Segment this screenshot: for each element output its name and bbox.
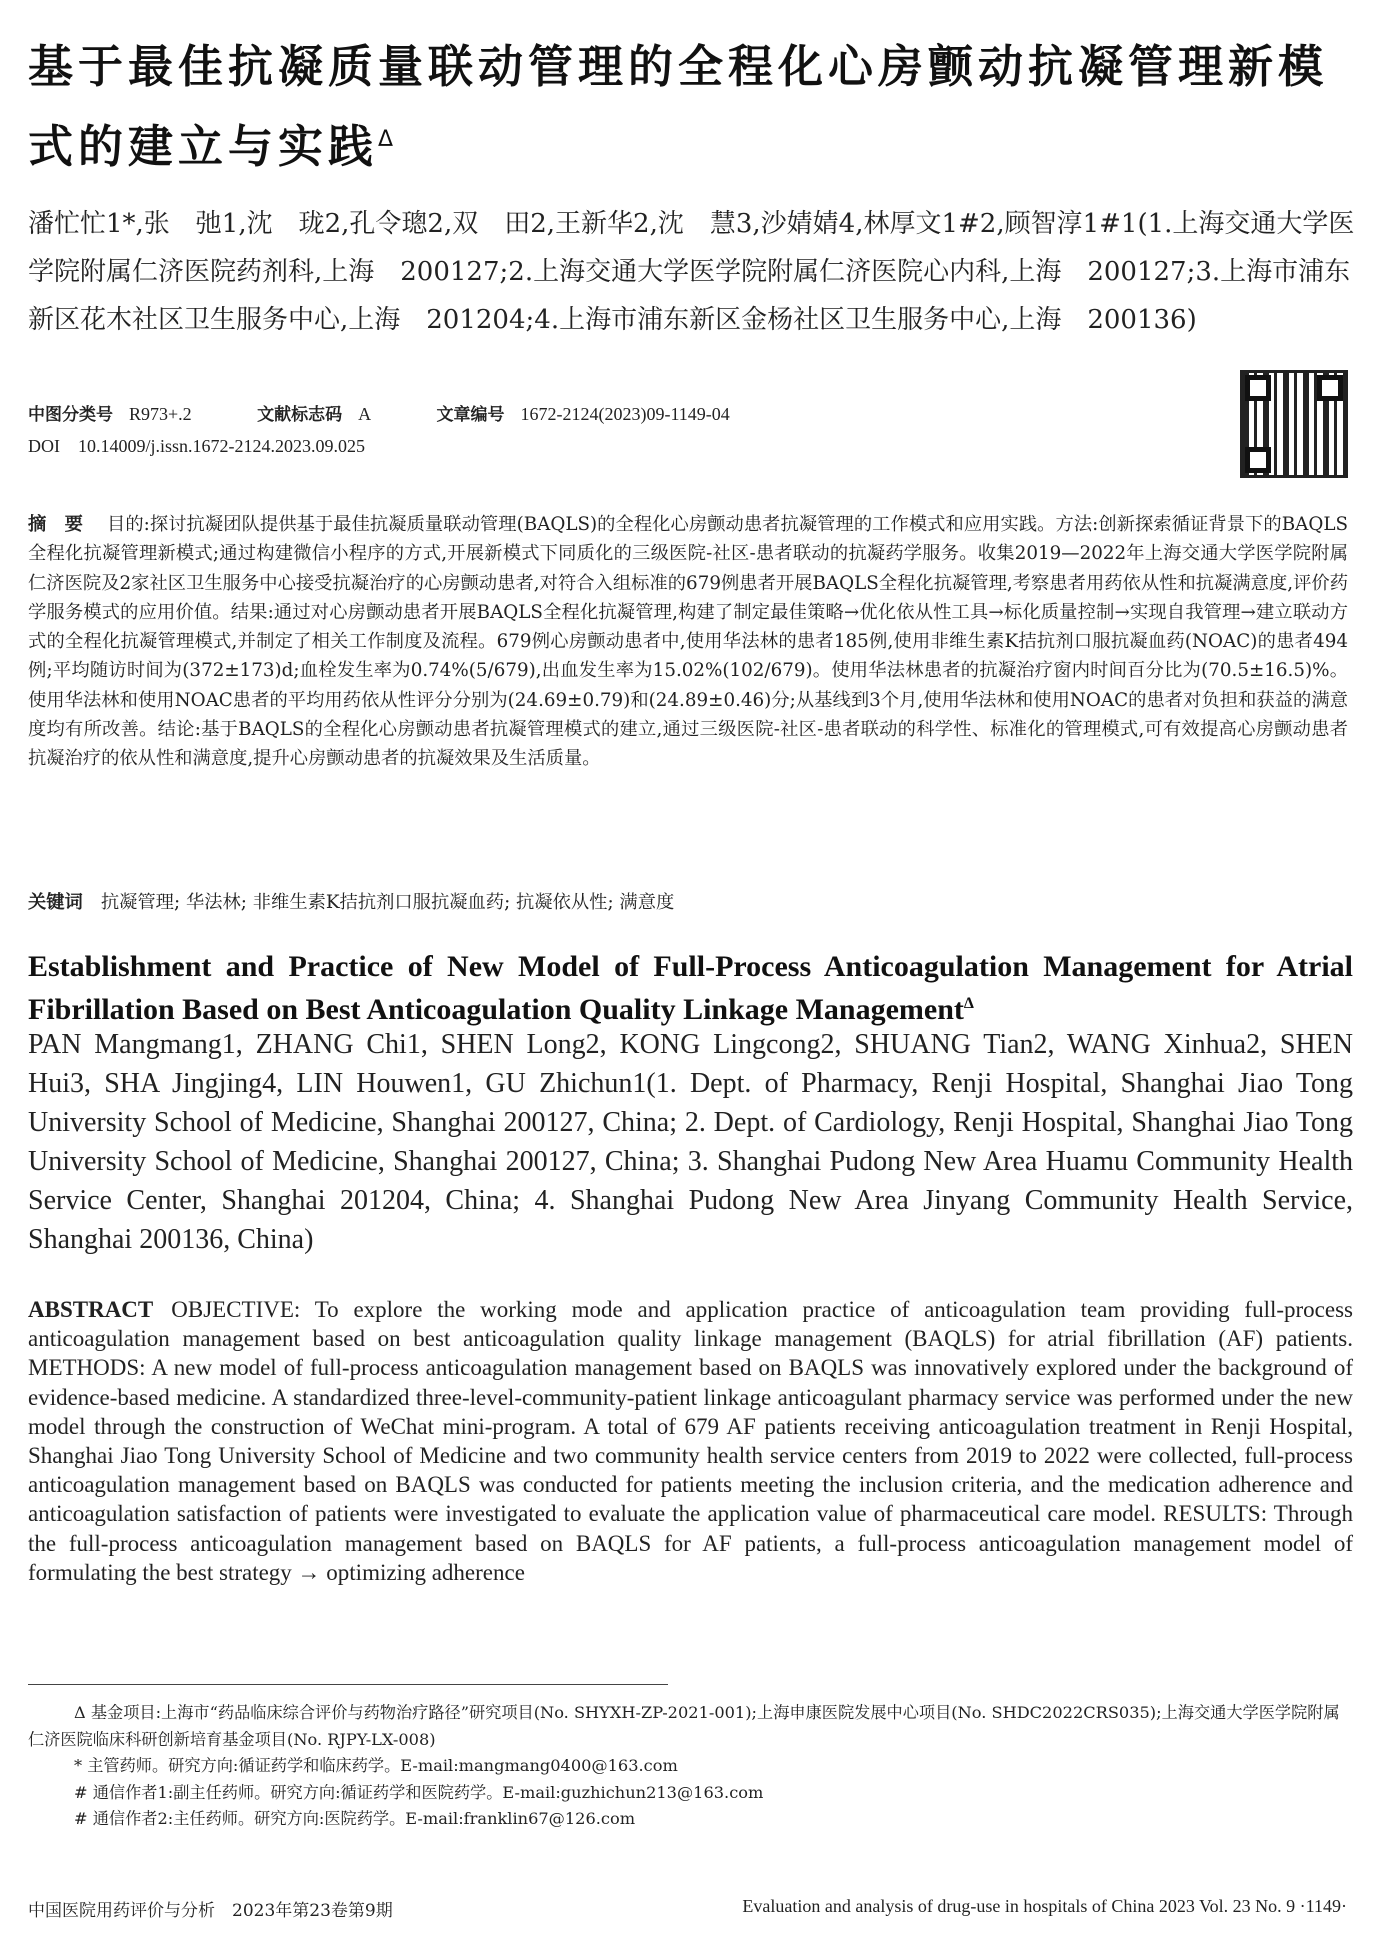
article-number-value: 1672-2124(2023)09-1149-04	[520, 404, 730, 424]
qr-code	[1240, 370, 1348, 478]
footnote-divider	[28, 1684, 668, 1685]
chinese-authors-affiliations: 潘忙忙1*,张 弛1,沈 珑2,孔令璁2,双 田2,王新华2,沈 慧3,沙婧婧4,林厚文1#2,顾智淳1#1(1.上海交通大学医学院附属仁济医院药剂科,上海 200127;2.上海交通大学医学院附属仁济医院心内科,上海 200127;3.上海市浦东新区花木社区卫生服务中心,上海 201204;4.上海市浦东新区金杨社区卫生服务中心,上海 200136)	[28, 209, 1355, 335]
chinese-keywords	[28, 888, 1348, 914]
chinese-abstract	[28, 510, 1348, 774]
clc-value: R973+.2	[129, 404, 192, 424]
footnote-corresponding-1: # 通信作者1:副主任药师。研究方向:循证药学和医院药学。E-mail:guzhichun213@163.com	[74, 1782, 764, 1802]
english-abstract-text: OBJECTIVE: To explore the working mode and application practice of anticoagulation team providing full-process anticoagulation management based on best anticoagulation quality linkage management (BAQLS) for atrial fibrillation (AF) patients. METHODS: A new model of full-process anticoagulation management based on BAQLS was innovatively explored under the background of evidence-based medicine. A standardized three-level-community-patient linkage anticoagulant pharmacy service was performed under the new model through the construction of WeChat mini-program. A total of 679 AF patients receiving anticoagulation treatment in Renji Hospital, Shanghai Jiao Tong University School of Medicine and two community health service centers from 2019 to 2022 were collected, full-process anticoagulation management based on BAQLS was conducted for patients meeting the inclusion criteria, and the medication adherence and anticoagulation satisfaction of patients were investigated to evaluate the application value of pharmaceutical care model. RESULTS: Through the full-process anticoagulation management based on BAQLS for AF patients, a full-process anticoagulation management model of formulating the best strategy → optimizing adherence	[28, 1297, 1353, 1585]
clc-label: 中图分类号	[28, 405, 113, 425]
chinese-title-text: 基于最佳抗凝质量联动管理的全程化心房颤动抗凝管理新模式的建立与实践	[28, 40, 1329, 173]
english-title-text: Establishment and Practice of New Model of Full-Process Anticoagulation Management for Atrial Fibrillation Based on Best Anticoagulation Quality Linkage Management	[28, 950, 1353, 1026]
chinese-title	[28, 30, 1348, 183]
english-authors-affiliations: PAN Mangmang1, ZHANG Chi1, SHEN Long2, KONG Lingcong2, SHUANG Tian2, WANG Xinhua2, SHEN Hui3, SHA Jingjing4, LIN Houwen1, GU Zhichun1(1. Dept. of Pharmacy, Renji Hospital, Shanghai Jiao Tong University School of Medicine, Shanghai 200127, China; 2. Dept. of Cardiology, Renji Hospital, Shanghai Jiao Tong University School of Medicine, Shanghai 200127, China; 3. Shanghai Pudong New Area Huamu Community Health Service Center, Shanghai 201204, China; 4. Shanghai Pudong New Area Jinyang Community Health Service, Shanghai 200136, China)	[28, 1029, 1353, 1255]
footnotes	[28, 1700, 1353, 1833]
doi-value: 10.14009/j.issn.1672-2124.2023.09.025	[78, 436, 366, 456]
doi-label: DOI	[28, 436, 60, 456]
doc-code-label: 文献标志码	[257, 405, 343, 425]
english-abstract-label: ABSTRACT	[28, 1297, 154, 1322]
journal-footer-chinese: 中国医院用药评价与分析 2023年第23卷第9期	[28, 1901, 393, 1921]
english-title-fund-mark: Δ	[963, 995, 974, 1012]
footnote-first-author: * 主管药师。研究方向:循证药学和临床药学。E-mail:mangmang0400@163.com	[74, 1756, 678, 1775]
article-number-label: 文章编号	[436, 405, 505, 425]
classification-row	[28, 400, 1128, 425]
chinese-title-fund-mark: Δ	[378, 127, 399, 152]
footnote-funding: Δ 基金项目:上海市“药品临床综合评价与药物治疗路径”研究项目(No. SHYXH-ZP-2021-001);上海申康医院发展中心项目(No. SHDC2022CRS035);上海交通大学医学院附属仁济医院临床科研创新培育基金项目(No. RJPY-LX-008)	[28, 1703, 1340, 1749]
footnote-corresponding-2: # 通信作者2:主任药师。研究方向:医院药学。E-mail:franklin67@126.com	[74, 1809, 636, 1828]
chinese-abstract-text: 目的:探讨抗凝团队提供基于最佳抗凝质量联动管理(BAQLS)的全程化心房颤动患者抗凝管理的工作模式和应用实践。方法:创新探索循证背景下的BAQLS全程化抗凝管理新模式;通过构建微信小程序的方式,开展新模式下同质化的三级医院-社区-患者联动的抗凝药学服务。收集2019—2022年上海交通大学医学院附属仁济医院及2家社区卫生服务中心接受抗凝治疗的心房颤动患者,对符合入组标准的679例患者开展BAQLS全程化抗凝管理,考察患者用药依从性和抗凝满意度,评价药学服务模式的应用价值。结果:通过对心房颤动患者开展BAQLS全程化抗凝管理,构建了制定最佳策略→优化依从性工具→标化质量控制→实现自我管理→建立联动方式的全程化抗凝管理模式,并制定了相关工作制度及流程。679例心房颤动患者中,使用华法林的患者185例,使用非维生素K拮抗剂口服抗凝血药(NOAC)的患者494例;平均随访时间为(372±173)d;血栓发生率为0.74%(5/679),出血发生率为15.02%(102/679)。使用华法林患者的抗凝治疗窗内时间百分比为(70.5±16.5)%。使用华法林和使用NOAC患者的平均用药依从性评分分别为(24.69±0.79)和(24.89±0.46)分;从基线到3个月,使用华法林和使用NOAC的患者对负担和获益的满意度均有所改善。结论:基于BAQLS的全程化心房颤动患者抗凝管理模式的建立,通过三级医院-社区-患者联动的科学性、标准化的管理模式,可有效提高心房颤动患者抗凝治疗的依从性和满意度,提升心房颤动患者的抗凝效果及生活质量。	[28, 514, 1349, 770]
english-abstract	[28, 1295, 1353, 1587]
chinese-keywords-text: 抗凝管理; 华法林; 非维生素K拮抗剂口服抗凝血药; 抗凝依从性; 满意度	[100, 892, 675, 913]
english-title	[28, 948, 1353, 1028]
journal-footer-english: Evaluation and analysis of drug-use in hospitals of China 2023 Vol. 23 No. 9 ·1149·	[742, 1896, 1347, 1916]
doi-row	[28, 436, 1128, 457]
doc-code-value: A	[358, 404, 372, 424]
chinese-keywords-label: 关键词	[28, 892, 83, 913]
chinese-abstract-label: 摘 要	[28, 514, 84, 535]
